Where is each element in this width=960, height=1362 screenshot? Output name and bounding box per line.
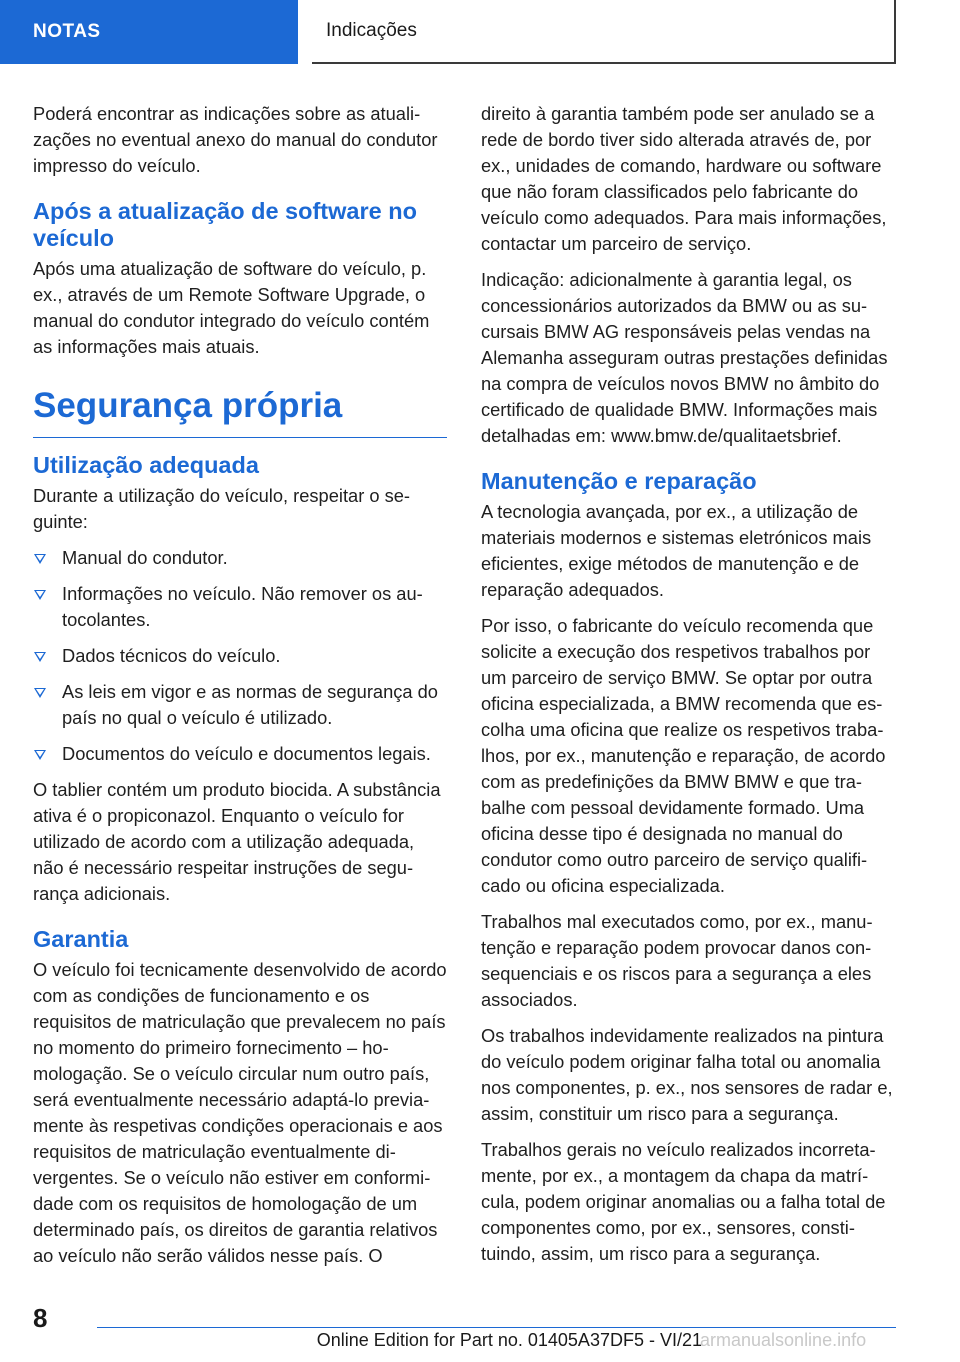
maintenance-paragraph: Trabalhos gerais no veículo realizados incorretamente, por ex., a montagem da chapa da matrícula, podem originar anomalias ou a falha total de componentes como, por ex., sensores, constituindo, assim, um risco para a segurança. [481, 1139, 886, 1264]
left-column [33, 101, 447, 1279]
list-item-text: Dados técnicos do veículo. [62, 645, 281, 666]
maintenance-heading: Manutenção e reparação [481, 468, 757, 494]
triangle-bullet-icon [34, 652, 46, 662]
maintenance-paragraph: A tecnologia avançada, por ex., a utilização de materiais modernos e sistemas eletrónicos mais eficientes, exige métodos de manutenção e de reparação adequados. [481, 501, 872, 600]
list-item [33, 643, 447, 669]
chapter-title: Segurança própria [33, 386, 447, 438]
maintenance-paragraph: Trabalhos mal executados como, por ex., manutenção e reparação podem provocar danos consequenciais e os riscos para a segurança a eles associados. [481, 911, 873, 1010]
biocide-paragraph: O tablier contém um produto biocida. A substância ativa é o propiconazol. Enquanto o veículo for utilizado de acordo com a utilização adequada, não é necessário respeitar instruções de segurança adicionais. [33, 779, 441, 904]
proper-use-heading: Utilização adequada [33, 452, 259, 478]
warranty-paragraph: O veículo foi tecnicamente desenvolvido de acordo com as condições de funcionamento e os requisitos de matriculação que prevalecem no país no momento do primeiro fornecimento – homologação. Se o veículo circular num outro país, será eventualmente necessário adaptá-lo previamente às respetivas condições operacionais e aos requisitos de matriculação eventualmente divergentes. Se o veículo não estiver em conformidade com os requisitos de homologação de um determinado país, os direitos de garantia relativos ao veículo não serão válidos nesse país. O [33, 959, 447, 1266]
legal-note-paragraph: Indicação: adicionalmente à garantia legal, os concessionários autorizados da BMW ou as sucursais BMW AG responsáveis pelas vendas na Alemanha asseguram outras prestações definidas na compra de veículos novos BMW no âmbito do certificado de qualidade BMW. Informações mais detalhadas em: www.bmw.de/qualitaetsbrief. [481, 269, 888, 446]
list-item [33, 545, 447, 571]
list-item [33, 581, 447, 633]
triangle-bullet-icon [34, 750, 46, 760]
software-update-paragraph: Após uma atualização de software do veículo, p. ex., através de um Remote Software Upgrade, o manual do condutor integrado do veículo contém as informações mais atuais. [33, 258, 430, 357]
header-page-tab: Indicações [312, 0, 896, 64]
header-section-tab: NOTAS [0, 0, 298, 64]
proper-use-paragraph: Durante a utilização do veículo, respeitar o seguinte: [33, 485, 411, 532]
triangle-bullet-icon [34, 590, 46, 600]
footer-edition: Online Edition for Part no. 01405A37DF5 - VI/21 [316, 1330, 702, 1350]
software-update-heading: Após a atualização de software no veículo [33, 198, 417, 251]
warranty-heading: Garantia [33, 926, 129, 952]
maintenance-paragraph: Os trabalhos indevidamente realizados na pintura do veículo podem originar falha total ou anomalia nos componentes, p. ex., nos sensores de radar e, assim, constituir um risco para a segurança. [481, 1025, 893, 1124]
list-item-text: Informações no veículo. Não remover os autocolantes. [62, 583, 423, 630]
intro-paragraph: Poderá encontrar as indicações sobre as atualizações no eventual anexo do manual do condutor impresso do veículo. [33, 103, 438, 176]
footer-divider [97, 1327, 896, 1328]
list-item-text: Manual do condutor. [62, 547, 228, 568]
list-item-text: Documentos do veículo e documentos legais. [62, 743, 431, 764]
watermark: armanualsonline.info [700, 1330, 867, 1350]
warranty-continued-paragraph: direito à garantia também pode ser anulado se a rede de bordo tiver sido alterada através de, por ex., unidades de comando, hardware ou software que não foram classificados pelo fabricante do veículo como adequados. Para mais informações, contactar um parceiro de serviço. [481, 103, 887, 254]
list-item [33, 741, 447, 767]
proper-use-list [33, 545, 447, 767]
list-item-text: As leis em vigor e as normas de segurança do país no qual o veículo é utilizado. [62, 681, 438, 728]
list-item [33, 679, 447, 731]
triangle-bullet-icon [34, 688, 46, 698]
right-column [481, 101, 895, 1277]
triangle-bullet-icon [34, 554, 46, 564]
maintenance-paragraph: Por isso, o fabricante do veículo recomenda que solicite a execução dos respetivos trabalhos por um parceiro de serviço BMW. Se optar por outra oficina especializada, a BMW recomenda que escolha uma oficina que realize os respetivos trabalhos, por ex., manutenção e reparação, de acordo com as predefinições da BMW BMW e que trabalhe com pessoal devidamente formado. Uma oficina desse tipo é designada no manual do condutor como outro parceiro de serviço qualificado ou oficina especializada. [481, 615, 886, 896]
page-number: 8 [33, 1303, 48, 1333]
